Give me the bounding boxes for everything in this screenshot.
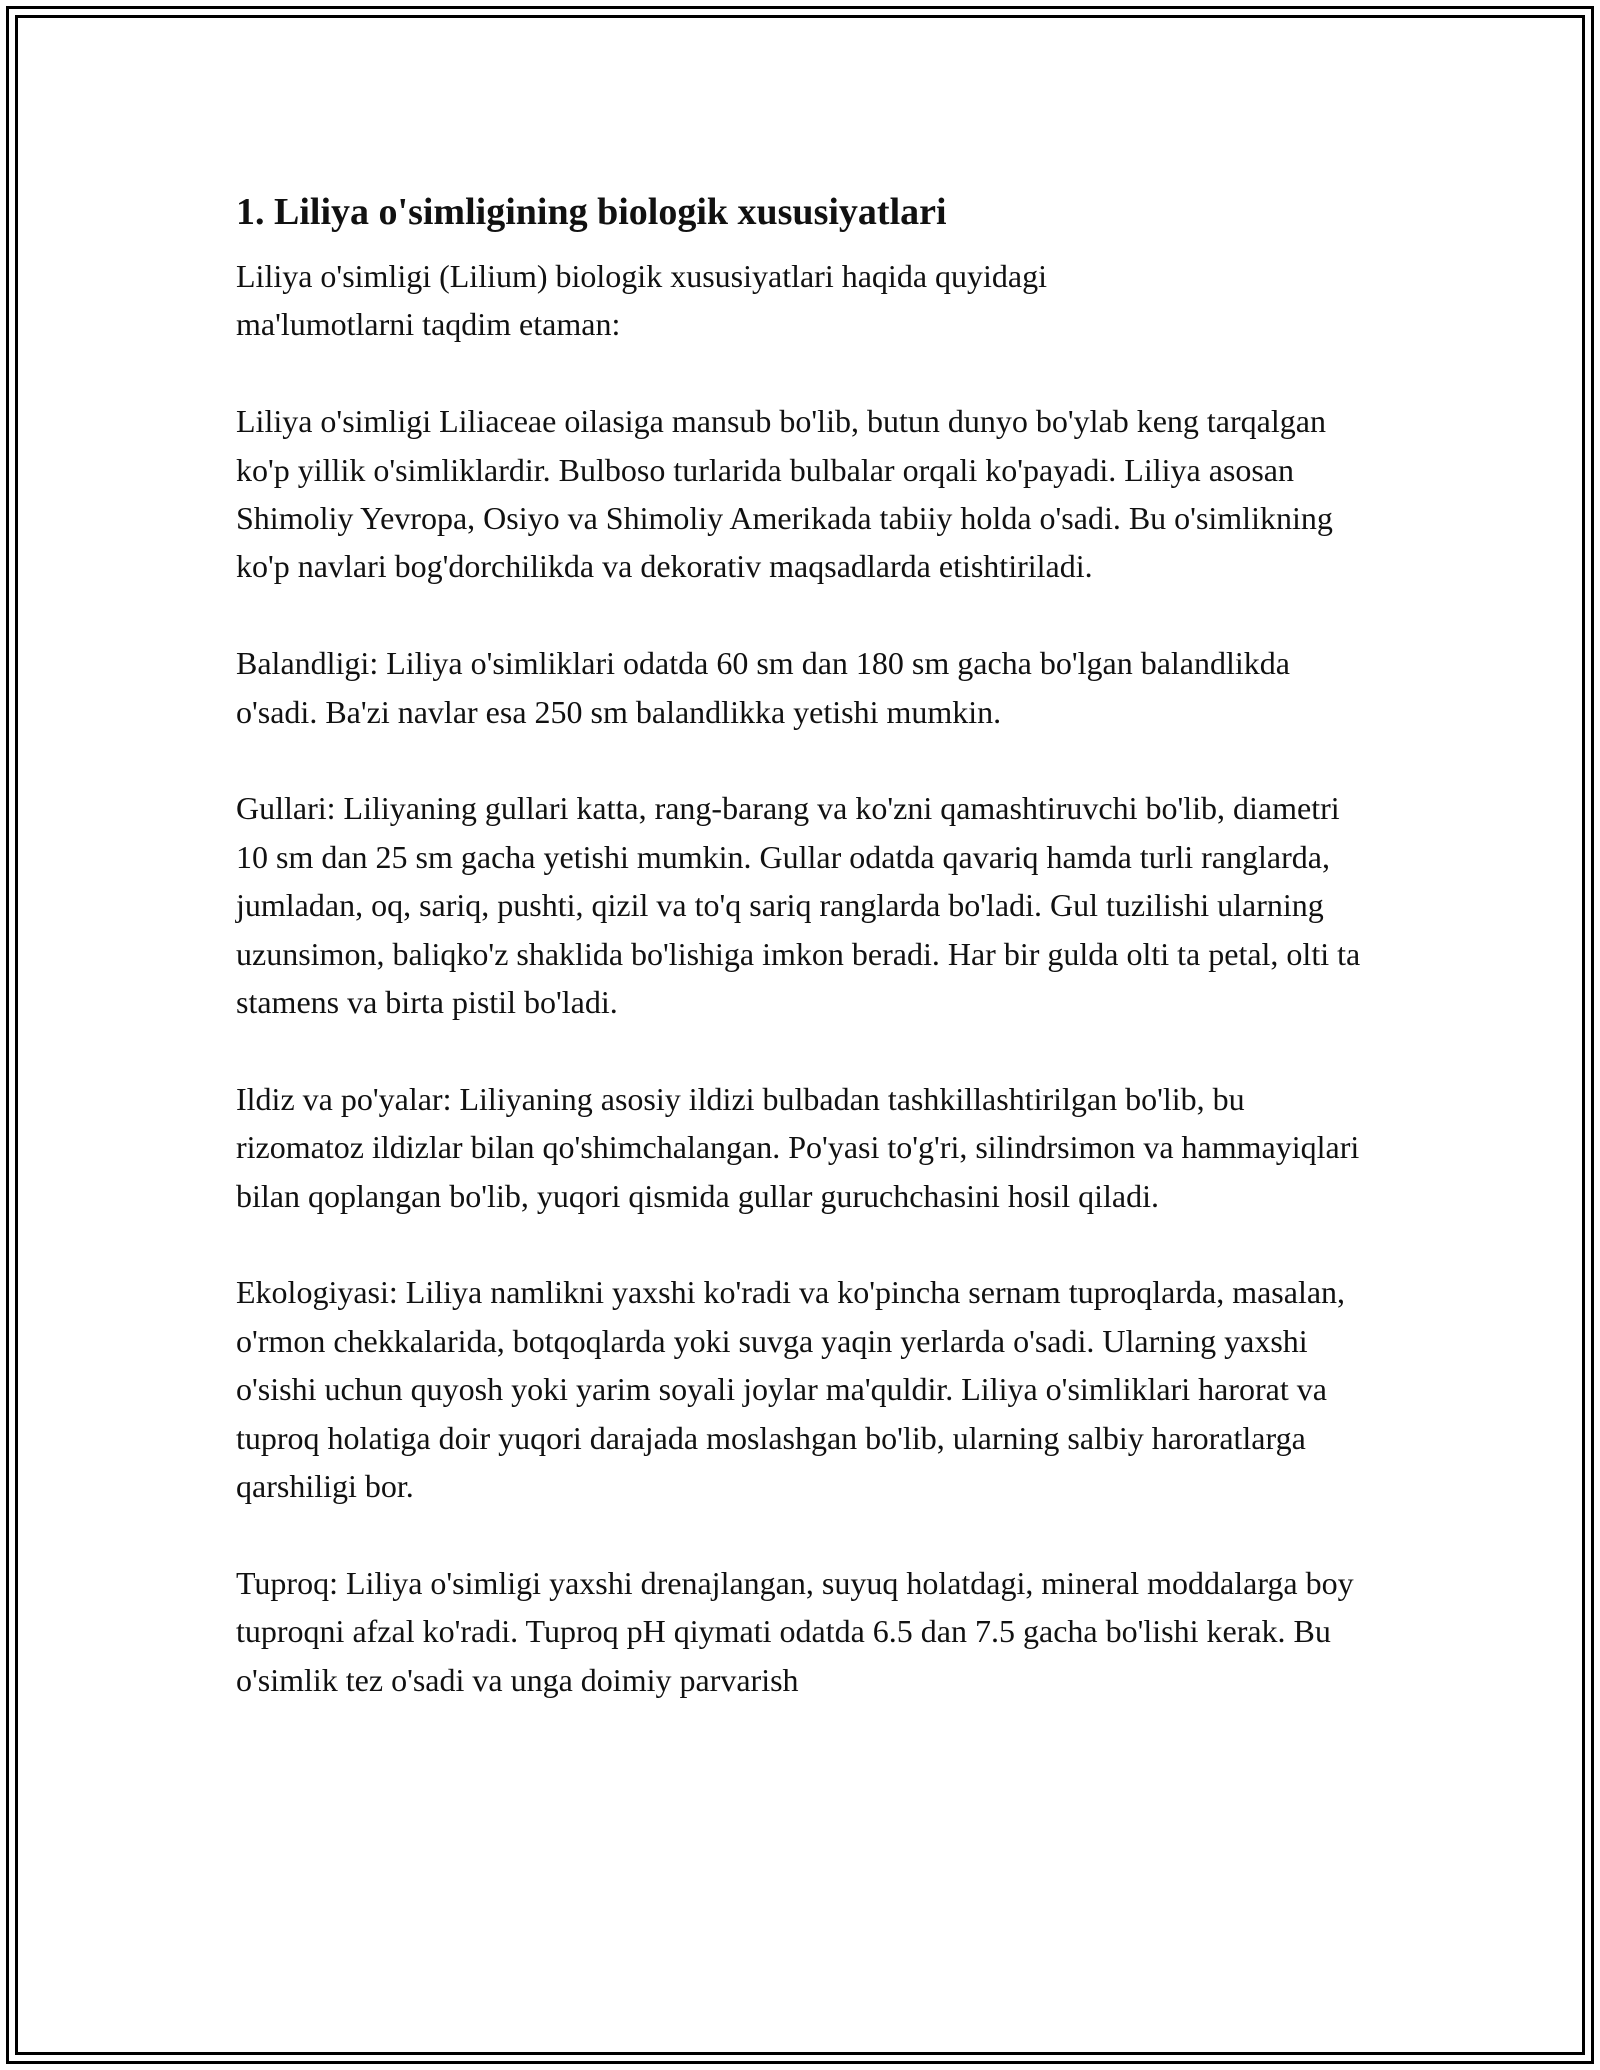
paragraph-soil: Tuproq: Liliya o'simligi yaxshi drenajlangan, suyuq holatdagi, mineral moddalarga boy tuproqni afzal ko'radi. Tuproq pH qiymati odatda 6.5 dan 7.5 gacha bo'lishi kerak. Bu o'simlik tez o'sadi va unga doimiy parvarish bbox=[236, 1564, 1354, 1698]
paragraph-flowers: Gullari: Liliyaning gullari katta, rang-barang va ko'zni qamashtiruvchi bo'lib, diametri 10 sm dan 25 sm gacha yetishi mumkin. Gullar odatda qavariq hamda turli ranglarda, jumladan, oq, sariq, pushti, qizil va to'q sariq ranglarda bo'ladi. Gul tuzilishi ularning uzunsimon, baliqko'z shaklida bo'lishiga imkon beradi. Har bir gulda olti ta petal, olti ta stamens va birta pistil bo'ladi. bbox=[236, 790, 1361, 1021]
document-body bbox=[236, 184, 1376, 1752]
document-title: 1. Liliya o'simligining biologik xususiyatlari bbox=[236, 191, 947, 233]
paragraph-ecology: Ekologiyasi: Liliya namlikni yaxshi ko'radi va ko'pincha sernam tuproqlarda, masalan, o'rmon chekkalarida, botqoqlarda yoki suvga yaqin yerlarda o'sadi. Ularning yaxshi o'sishi uchun quyosh yoki yarim soyali joylar ma'quldir. Liliya o'simliklari harorat va tuproq holatiga doir yuqori darajada moslashgan bo'lib, ularning salbiy haroratlarga qarshiligi bor. bbox=[236, 1274, 1346, 1505]
paragraph-roots-stems: Ildiz va po'yalar: Liliyaning asosiy ildizi bulbadan tashkillashtirilgan bo'lib, bu rizomatoz ildizlar bilan qo'shimchalangan. Po'yasi to'g'ri, silindrsimon va hammayiqlari bilan qoplangan bo'lib, yuqori qismida gullar guruchchasini hosil qiladi. bbox=[236, 1080, 1360, 1214]
paragraph-intro: Liliya o'simligi (Lilium) biologik xususiyatlari haqida quyidagi ma'lumotlarni taqdim etaman: bbox=[236, 258, 1047, 343]
paragraph-overview: Liliya o'simligi Liliaceae oilasiga mansub bo'lib, butun dunyo bo'ylab keng tarqalgan ko'p yillik o'simliklardir. Bulboso turlarida bulbalar orqali ko'payadi. Liliya asosan Shimoliy Yevropa, Osiyo va Shimoliy Amerikada tabiiy holda o'sadi. Bu o'simlikning ko'p navlari bog'dorchilikda va dekorativ maqsadlarda etishtiriladi. bbox=[236, 403, 1333, 585]
paragraph-height: Balandligi: Liliya o'simliklari odatda 60 sm dan 180 sm gacha bo'lgan balandlikda o'sadi. Ba'zi navlar esa 250 sm balandlikka yetishi mumkin. bbox=[236, 645, 1290, 730]
